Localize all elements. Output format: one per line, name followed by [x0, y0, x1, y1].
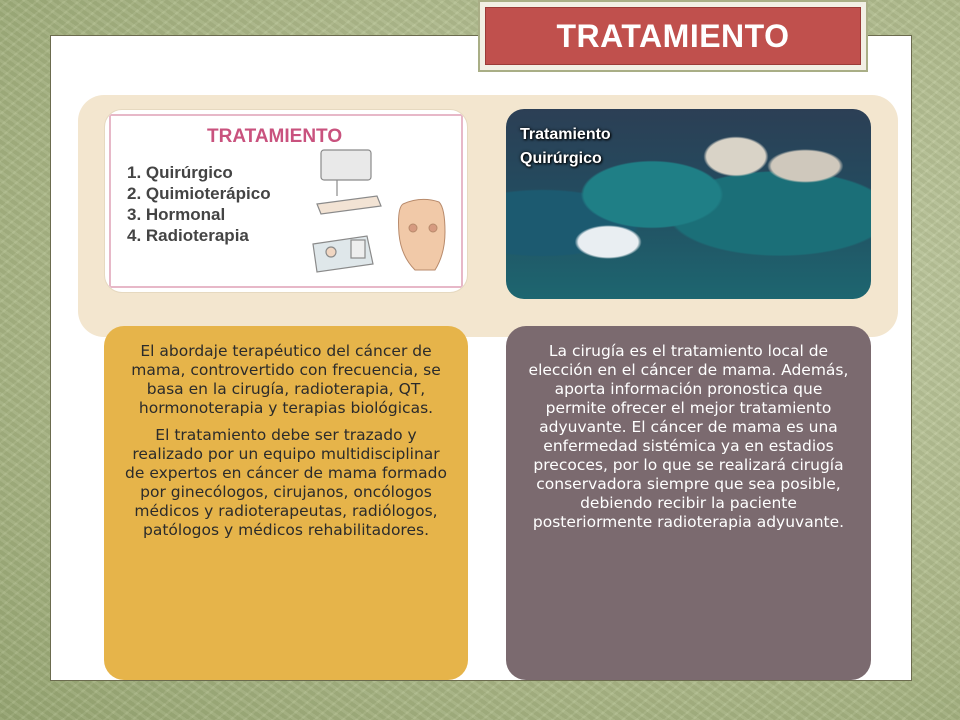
slide-title: TRATAMIENTO: [485, 7, 861, 65]
treatment-item: 2. Quimioterápico: [127, 184, 271, 203]
treatment-list-image: [104, 109, 468, 293]
surgery-photo: [506, 109, 871, 299]
illustrations-icon: [307, 144, 457, 284]
overview-paragraph-1: El abordaje terapéutico del cáncer de mama, controvertido con frecuencia, se basa en la cirugía, radioterapia, QT, hormonoterapia y terapias biológicas.: [131, 342, 441, 417]
surgery-caption: [520, 123, 611, 171]
overview-paragraph-2: El tratamiento debe ser trazado y realizado por un equipo multidisciplinar de expertos en cáncer de mama formado por ginecólogos, cirujanos, oncólogos médicos y radioterapeutas, radiólogos, patólogos y médicos rehabilitadores.: [125, 426, 447, 539]
treatment-list-heading: TRATAMIENTO: [207, 126, 343, 147]
treatment-item: 1. Quirúrgico: [127, 163, 233, 182]
surgery-paragraph: La cirugía es el tratamiento local de elección en el cáncer de mama. Además, aporta información pronostica que permite ofrecer el mejor tratamiento adyuvante. El cáncer de mama es una enfermedad sistémica ya en estadios precoces, por lo que se realizará cirugía conservadora siempre que sea posible, debiendo recibir la paciente posteriormente radioterapia adyuvante.: [528, 342, 849, 531]
surgery-text-card: [506, 326, 871, 680]
overview-text-card: [104, 326, 468, 680]
title-box: [478, 0, 868, 72]
treatment-item: 4. Radioterapia: [127, 226, 249, 245]
surgery-caption-line1: Tratamiento: [520, 126, 611, 143]
treatment-item: 3. Hormonal: [127, 205, 226, 224]
treatment-list-frame: [109, 114, 463, 288]
surgery-caption-line2: Quirúrgico: [520, 150, 602, 167]
treatment-list: [127, 162, 271, 246]
